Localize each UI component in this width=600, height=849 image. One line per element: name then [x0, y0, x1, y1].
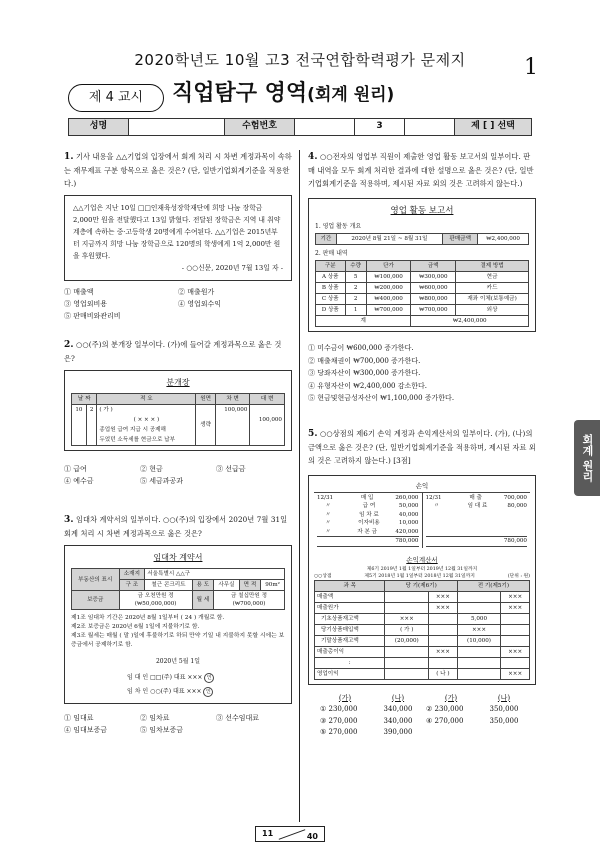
q5-is-r3-cur: ××× — [385, 613, 429, 624]
q5-l1-amt: 260,000 — [395, 494, 419, 501]
q4-overview-table — [315, 233, 529, 245]
exam-title: 2020학년도 10월 고3 전국연합학력평가 문제지 — [134, 51, 466, 69]
q4-option-5[interactable]: ⑤ 현금및현금성자산이 ₩1,100,000 증가한다. — [308, 394, 455, 402]
q5-l4-acct: 이자비용 — [358, 520, 380, 526]
q3-lessor-seal: 인 — [204, 673, 214, 683]
q4-r2-payment: 카드 — [456, 283, 529, 294]
column-divider — [299, 150, 300, 822]
question-1 — [64, 150, 292, 322]
q2-option-5[interactable]: ⑤ 세금과공과 — [140, 477, 184, 485]
q4-col-amount: 금액 — [411, 261, 456, 272]
q3-lessee-seal: 인 — [203, 687, 213, 697]
q4-total-label: 계 — [316, 316, 411, 327]
q5-l2-acct: 급 여 — [362, 503, 376, 509]
q5-is-r3-prior: 5,000 — [457, 613, 501, 624]
q1-article-text: △△기업은 지난 10일 □□인재육성장학재단에 희망 나눔 장학금 2,000만 원을 전달했다고 13일 밝혔다. 전달된 장학금은 지역 내 취약계층에 속하는 중·고등학생 20명에게 수여된다. △△기업은 2015년부터 지금까지 희망 나눔 장학금으로 120명의 학생에게 1억 2,000만 원을 후원했다. — [73, 204, 281, 260]
q4-r4-amount: ₩700,000 — [411, 305, 456, 316]
q5-head-ga-1: (가) — [338, 693, 352, 702]
subject-paren: (회계 원리) — [307, 85, 395, 105]
name-label: 성명 — [69, 119, 129, 135]
q5-is-period5: 제5기 2018년 1월 1일부터 2018년 12월 31일까지 — [364, 573, 475, 579]
table-row — [316, 272, 529, 283]
q1-option-5[interactable]: ⑤ 판매비와관리비 — [64, 312, 121, 320]
q5-ledger-left-row — [317, 502, 419, 511]
q3-lessor — [127, 671, 285, 685]
q4-r2-qty: 2 — [345, 283, 366, 294]
q5-option-1[interactable]: ① 230,000 — [320, 705, 358, 713]
q4-r2-amount: ₩600,000 — [411, 283, 456, 294]
q5-l2-date: 〃 — [325, 503, 331, 509]
q5-r1-acct: 매 출 — [469, 494, 482, 501]
exam-no-field-2[interactable] — [405, 119, 455, 135]
q1-option-2[interactable]: ② 매출원가 — [178, 288, 215, 296]
q3-lessee-text: 임 차 인 ○○(주) 대표 ××× — [127, 688, 202, 695]
q2-entry-credit: ( × × × ) — [97, 415, 196, 425]
q5-is-r6-cur: ××× — [429, 646, 458, 657]
table-row — [315, 646, 530, 657]
q3-option-1[interactable]: ① 임대료 — [64, 714, 94, 722]
q5-is-r6-prior: ××× — [501, 646, 530, 657]
q5-is-r6-acct: 매출총이익 — [315, 646, 385, 657]
q3-use-label: 용 도 — [192, 580, 213, 591]
q5-option-3-b[interactable]: 340,000 — [383, 716, 413, 725]
q3-lessor-text: 임 대 인 □□(주) 대표 ××× — [127, 674, 203, 681]
q5-option-3[interactable]: ③ 270,000 — [320, 716, 358, 725]
q4-sec1: 1. 영업 활동 개요 — [315, 223, 362, 230]
q1-option-4[interactable]: ④ 영업외수익 — [178, 300, 222, 308]
q4-r4-category: D 상품 — [316, 305, 346, 316]
q4-total: ₩2,400,000 — [411, 316, 529, 327]
table-row — [315, 657, 530, 668]
table-row — [316, 294, 529, 305]
q5-ledger-right-row — [426, 494, 528, 503]
q5-ledger-left-total: 780,000 — [317, 536, 419, 547]
q5-is-r2-acct: 매출원가 — [315, 602, 385, 613]
q5-ledger-left-row — [317, 511, 419, 520]
page-footer — [255, 826, 325, 842]
q5-is-meta — [314, 573, 530, 580]
q5-is-r2-prior: ××× — [501, 602, 530, 613]
q4-r1-payment: 현금 — [456, 272, 529, 283]
q5-l5-amt: 420,000 — [395, 528, 419, 535]
q2-option-2[interactable]: ② 현금 — [140, 465, 163, 473]
q3-option-3[interactable]: ③ 선수임대료 — [216, 714, 260, 722]
q5-r2-acct: 임 대 료 — [467, 503, 488, 509]
q5-l1-date: 12/31 — [317, 494, 334, 501]
table-row — [316, 305, 529, 316]
q5-ledger-left-row — [317, 519, 419, 528]
q4-r4-price: ₩700,000 — [366, 305, 411, 316]
q4-option-4[interactable]: ④ 유형자산이 ₩2,400,000 감소한다. — [308, 381, 427, 390]
q5-is-title: 손익계산서 — [406, 555, 438, 564]
q3-date: 2020년 5월 1일 — [155, 658, 201, 665]
table-row — [316, 283, 529, 294]
q2-options — [64, 463, 292, 487]
q2-journal-table — [71, 393, 285, 446]
subject-title — [172, 78, 394, 110]
q4-r4-qty: 1 — [345, 305, 366, 316]
q5-ledger-credit — [423, 493, 531, 548]
q5-is-r8-cur: ( 나 ) — [429, 668, 458, 679]
q5-r2-date: 〃 — [433, 503, 440, 509]
q3-contract-box — [64, 545, 292, 704]
q4-r2-category: B 상품 — [316, 283, 346, 294]
q4-report-box — [308, 198, 536, 332]
q4-col-price: 단가 — [366, 261, 411, 272]
q5-r1-date: 12/31 — [425, 494, 442, 501]
q2-stem: ○○(주)의 분개장 일부이다. (가)에 들어갈 계정과목으로 옳은 것은? — [64, 340, 282, 363]
table-row — [315, 591, 530, 602]
q4-r1-price: ₩100,000 — [366, 272, 411, 283]
q5-is-unit: (단위 : 원) — [507, 573, 530, 579]
q3-option-4[interactable]: ④ 임대보증금 — [64, 726, 108, 734]
q4-options — [308, 342, 536, 405]
q4-r3-payment: 재좌 이체(보통예금) — [456, 294, 529, 305]
q4-option-3[interactable]: ③ 당좌자산이 ₩300,000 증가한다. — [308, 369, 421, 377]
q5-option-5[interactable]: ⑤ 270,000 — [320, 728, 358, 736]
q5-l5-date: 〃 — [325, 528, 331, 535]
q3-contract-title: 임대차 계약서 — [153, 553, 203, 562]
q3-rent-label: 월 세 — [192, 591, 213, 610]
q2-memo-2: 두었던 소득세를 현금으로 납부 — [97, 435, 196, 446]
subject-side-tab: 회계 원리 — [574, 420, 600, 496]
table-row — [315, 613, 530, 624]
q5-ledger-right-row — [426, 502, 528, 511]
q5-t-account — [314, 492, 530, 548]
q5-is-r1-cur: ××× — [429, 591, 458, 602]
q3-deposit-text: 금 오천만원 정 — [137, 593, 174, 599]
q5-head-ga-2: (가) — [444, 693, 458, 702]
table-row — [315, 624, 530, 635]
q3-structure: 철근 콘크리트 — [145, 580, 193, 591]
q4-sales-table — [315, 260, 529, 327]
exam-no-digit: 3 — [355, 119, 405, 135]
q5-is-r7-acct: : — [315, 657, 385, 668]
q3-parties — [71, 671, 285, 699]
q2-credit-amount: 100,000 — [250, 415, 285, 425]
footer-page: 11 — [262, 829, 274, 838]
q3-number: 3. — [64, 515, 74, 525]
q3-lessee — [127, 685, 285, 699]
exam-no-field-1[interactable] — [295, 119, 355, 135]
session-badge: 제 4 교시 — [68, 84, 164, 112]
right-column — [308, 150, 536, 739]
q2-journal-title: 분개장 — [166, 378, 190, 387]
q1-stem: 기사 내용을 △△기업의 입장에서 회계 처리 시 차변 계정과목이 속하는 재무제표 구분 항목으로 옳은 것은? (단, 일반기업회계기준을 적용한다.) — [64, 152, 292, 188]
q5-is-col-account: 과 목 — [315, 580, 385, 591]
q2-ledger: 생략 — [196, 405, 215, 446]
q4-r4-payment: 외상 — [456, 305, 529, 316]
q4-col-qty: 수량 — [345, 261, 366, 272]
page-number: 1 — [524, 55, 538, 80]
q5-option-4[interactable]: ④ 270,000 — [426, 716, 464, 725]
q5-l2-amt: 50,000 — [398, 503, 419, 509]
q5-ledger-left-row — [317, 494, 419, 503]
q4-report-title: 영업 활동 보고서 — [390, 206, 454, 216]
q4-r1-amount: ₩300,000 — [411, 272, 456, 283]
q1-option-3[interactable]: ③ 영업외비용 — [64, 300, 108, 308]
question-4 — [308, 150, 536, 405]
name-field[interactable] — [129, 119, 225, 135]
q2-option-4[interactable]: ④ 예수금 — [64, 477, 94, 485]
q1-option-1[interactable]: ① 매출액 — [64, 288, 94, 296]
q2-memo-1: 종업원 급여 지급 시 공제해 — [97, 425, 196, 435]
q1-article-source: - ○○신문, 2020년 7월 13일 자 - — [181, 264, 283, 272]
q5-option-4-b[interactable]: 350,000 — [489, 716, 519, 725]
q2-month: 10 — [72, 405, 87, 446]
q4-r3-amount: ₩800,000 — [411, 294, 456, 305]
q5-head-na-2: (나) — [497, 693, 511, 702]
q4-r2-price: ₩200,000 — [366, 283, 411, 294]
q4-r1-category: A 상품 — [316, 272, 346, 283]
q5-is-table — [314, 580, 530, 680]
subject-main: 직업탐구 영역 — [172, 81, 308, 106]
q5-r1-amt: 700,000 — [503, 494, 527, 501]
q5-l1-acct: 매 입 — [360, 494, 374, 501]
q4-option-1[interactable]: ① 미수금이 ₩600,000 증가한다. — [308, 344, 414, 352]
q3-option-5[interactable]: ⑤ 임차보증금 — [140, 726, 184, 734]
q5-is-r4-prior: ××× — [457, 624, 501, 635]
question-2 — [64, 338, 292, 487]
q5-is-r2-cur: ××× — [429, 602, 458, 613]
q5-option-1-b[interactable]: 340,000 — [383, 705, 413, 713]
q3-rent — [214, 591, 285, 610]
q2-number: 2. — [64, 340, 74, 350]
q5-is-r1-acct: 매출액 — [315, 591, 385, 602]
q1-article-box — [64, 195, 292, 281]
q4-period: 2020년 8월 21일 ~ 8월 31일 — [336, 234, 443, 245]
q1-number: 1. — [64, 152, 74, 162]
q5-option-2-b[interactable]: 350,000 — [489, 705, 519, 713]
q5-l4-date: 〃 — [325, 520, 331, 526]
q2-col-date: 날 짜 — [72, 394, 97, 405]
q4-sec2: 2. 판매 내역 — [315, 250, 348, 257]
q4-stem: ○○전자의 영업부 직원이 제출한 영업 활동 보고서의 일부이다. 판매 내역을 모두 회계 처리한 결과에 대한 설명으로 옳은 것은? (단, 일반기업회계기준을 적용하며, 제시된 자료 외의 것은 고려하지 않는다.) — [308, 152, 534, 188]
table-row — [315, 602, 530, 613]
q5-l3-amt: 40,000 — [398, 511, 419, 518]
q4-r3-category: C 상품 — [316, 294, 346, 305]
q3-clause-3: 제3조 월세는 매월 ( 말 )일에 후불하기로 하되 만약 기일 내 지불하지 못할 시에는 보증금에서 공제하기로 함. — [71, 633, 285, 648]
q3-clause-1: 제1조 임대차 기간은 2020년 8월 1일부터 ( 24 ) 개월로 함. — [71, 615, 225, 621]
choice-label: 제 [ ] 선택 — [471, 121, 515, 132]
q5-is-r5-prior: (10,000) — [457, 635, 501, 646]
q3-location: 서울특별시 △△구 — [145, 569, 285, 580]
question-5 — [308, 427, 536, 739]
q2-entry-debit: ( 가 ) — [97, 405, 196, 416]
q2-col-memo: 적 요 — [97, 394, 196, 405]
q5-l5-acct: 자 본 금 — [357, 528, 378, 535]
q5-is-r5-cur: (20,000) — [385, 635, 429, 646]
left-column — [64, 150, 292, 736]
q2-day: 2 — [86, 405, 97, 446]
q3-deposit-won: (₩50,000,000) — [134, 601, 177, 607]
q5-is-col-prior: 전 기(제5기) — [457, 580, 529, 591]
q2-col-debit: 차 변 — [215, 394, 250, 405]
q5-l3-date: 〃 — [325, 511, 331, 518]
q5-head-na-1: (나) — [391, 693, 405, 702]
table-row — [315, 668, 530, 679]
q5-l3-acct: 임 차 료 — [359, 511, 379, 518]
q3-area: 90m² — [261, 580, 285, 591]
q3-property-label: 부동산의 표시 — [72, 569, 120, 591]
q4-r3-price: ₩400,000 — [366, 294, 411, 305]
q1-options — [64, 286, 292, 322]
q4-r3-qty: 2 — [345, 294, 366, 305]
q5-is-r8-prior: ××× — [501, 668, 530, 679]
q2-col-credit: 대 변 — [250, 394, 285, 405]
q4-col-payment: 결제 방법 — [456, 261, 529, 272]
q3-area-label: 면 적 — [239, 580, 260, 591]
q5-is-period6: 제6기 2019년 1월 1일부터 2019년 12월 31일까지 — [366, 566, 478, 572]
footer-total: 40 — [306, 832, 318, 841]
q5-number: 5. — [308, 428, 318, 439]
q3-stem: 임대차 계약서의 일부이다. ○○(주)의 입장에서 2020년 7월 31일 회계 처리 시 차변 계정과목으로 옳은 것은? — [64, 515, 288, 538]
q5-is-r8-acct: 영업이익 — [315, 668, 385, 679]
q5-is-company: ○○상점 — [314, 573, 332, 579]
q2-journal-box — [64, 370, 292, 451]
question-3 — [64, 513, 292, 736]
q5-r2-amt: 80,000 — [507, 503, 527, 509]
q3-structure-label: 구 조 — [119, 580, 145, 591]
q5-stem: ○○상점의 제6기 손익 계정과 손익계산서의 일부이다. (가), (나)의 금액으로 옳은 것은? (단, 일반기업회계기준을 적용하며, 제시된 자료 외의 것은 고려하지 않는다.) [3점] — [308, 428, 536, 465]
q3-deposit-label: 보증금 — [72, 591, 120, 610]
q5-is-r4-acct: 당기상품매입액 — [315, 624, 385, 635]
q5-option-2[interactable]: ② 230,000 — [426, 705, 464, 713]
name-bar — [68, 118, 532, 136]
q4-sales-total: ₩2,400,000 — [478, 234, 529, 245]
q4-period-label: 기간 — [316, 234, 337, 245]
q3-clause-2: 제2조 보증금은 2020년 6월 1일에 지불하기로 함. — [71, 624, 200, 630]
exam-no-label: 수험번호 — [225, 119, 295, 135]
q5-is-r4-cur: ( 가 ) — [385, 624, 429, 635]
q5-l4-amt: 10,000 — [398, 520, 419, 526]
q3-option-2[interactable]: ② 임차료 — [140, 714, 170, 722]
footer-slash — [279, 829, 306, 840]
q2-option-1[interactable]: ① 급여 — [64, 465, 87, 473]
q2-col-ledger: 원면 — [196, 394, 215, 405]
q3-clauses — [71, 614, 285, 650]
q4-col-category: 구분 — [316, 261, 346, 272]
q4-r1-qty: 5 — [345, 272, 366, 283]
q3-rent-text: 금 칠십만원 정 — [231, 593, 268, 599]
q3-deposit — [119, 591, 192, 610]
q5-ledger-left-row — [317, 528, 419, 537]
q5-ledger-title: 손익 — [415, 481, 429, 490]
q3-use: 사무실 — [214, 580, 240, 591]
q5-options — [308, 693, 536, 739]
q3-rent-won: (₩700,000) — [232, 601, 266, 607]
q3-location-label: 소재지 — [119, 569, 145, 580]
q5-ledger-debit — [314, 493, 423, 548]
q4-number: 4. — [308, 152, 318, 162]
q2-option-3[interactable]: ③ 선급금 — [216, 465, 246, 473]
q5-is-r3-acct: 기초상품재고액 — [315, 613, 385, 624]
q2-debit-amount: 100,000 — [215, 405, 250, 416]
q3-options — [64, 712, 292, 736]
q4-option-2[interactable]: ② 매출채권이 ₩700,000 증가한다. — [308, 356, 421, 365]
q5-is-r5-acct: 기말상품재고액 — [315, 635, 385, 646]
q5-is-r1-prior: ××× — [501, 591, 530, 602]
q5-ledger-right-total: 780,000 — [426, 536, 528, 547]
q3-contract-table — [71, 568, 285, 610]
q4-sales-total-label: 판매금액 — [443, 234, 478, 245]
q5-option-5-b[interactable]: 390,000 — [383, 728, 413, 736]
table-row — [315, 635, 530, 646]
q5-box — [308, 475, 536, 685]
q5-is-col-current: 당 기(제6기) — [385, 580, 457, 591]
